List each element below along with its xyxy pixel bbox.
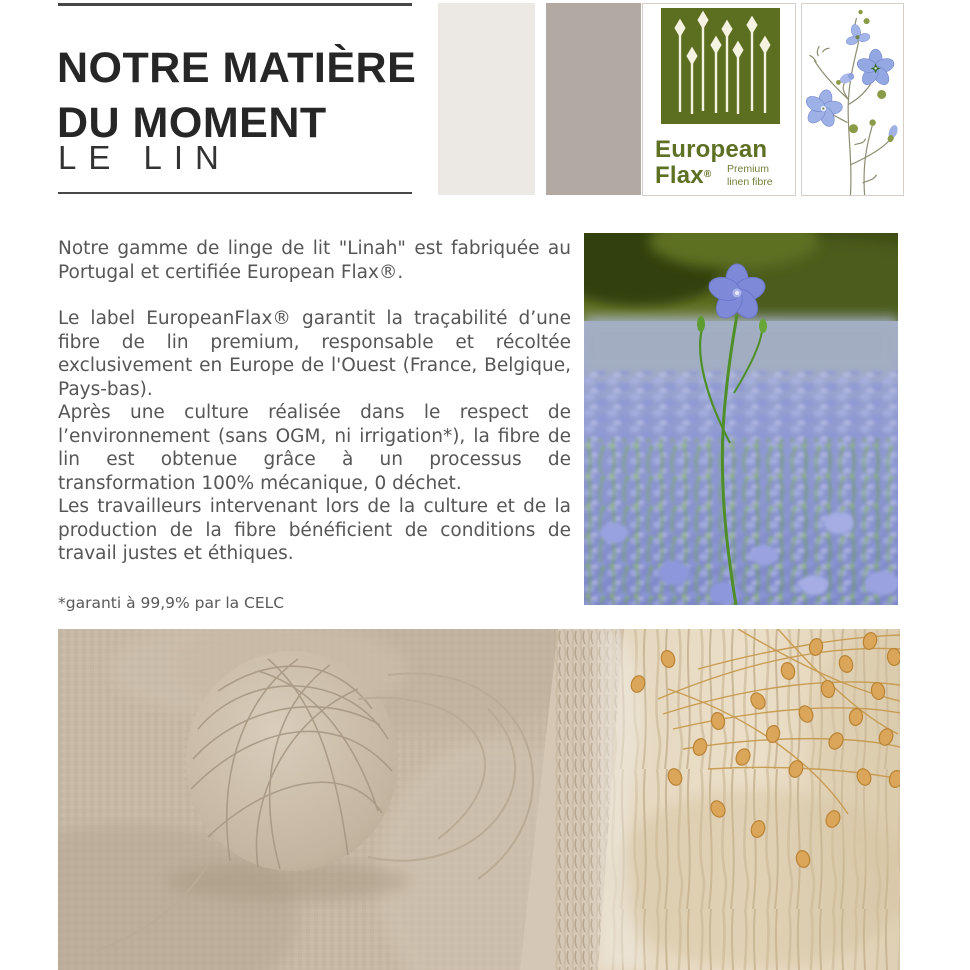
european-flax-logo	[642, 3, 796, 196]
registered-mark: ®	[703, 169, 712, 180]
paragraph-intro: Notre gamme de linge de lit "Linah" est fabriquée au Portugal et certifiée European Flax®.	[58, 238, 571, 283]
linen-yarn-and-fiber-photo	[58, 629, 900, 970]
logo-word-european: European	[655, 136, 768, 163]
footnote: *garanti à 99,9% par la CELC	[58, 593, 285, 612]
flax-stalks-icon	[661, 8, 780, 124]
logo-word-flax: Flax®	[655, 162, 712, 189]
header-bottom-rule	[58, 192, 412, 194]
article-text	[58, 237, 571, 615]
page-title-line1: NOTRE MATIÈRE	[57, 43, 417, 92]
page-title	[57, 41, 416, 151]
logo-tagline: Premium linen fibre	[727, 163, 773, 188]
color-swatch-taupe	[546, 3, 641, 195]
flax-field-photo	[584, 233, 898, 605]
flax-flower-illustration	[801, 3, 904, 196]
paragraph-label: Le label EuropeanFlax® garantit la traçabilité d’une fibre de lin premium, responsable et récoltée exclusivement en Europe de l'Ouest (France, Belgique, Pays-bas).	[58, 308, 571, 400]
color-swatch-light-beige	[438, 3, 535, 195]
page-subtitle: LE LIN	[58, 139, 231, 176]
header-top-rule	[58, 3, 412, 6]
page-title-line2: DU MOMENT	[57, 98, 327, 147]
paragraph-culture: Après une culture réalisée dans le respect de l’environnement (sans OGM, ni irrigation*), la fibre de lin est obtenue grâce à un processus de transformation 100% mécanique, 0 déchet.	[58, 402, 571, 494]
paragraph-workers: Les travailleurs intervenant lors de la culture et de la production de la fibre bénéficient de conditions de travail justes et éthiques.	[58, 496, 571, 564]
